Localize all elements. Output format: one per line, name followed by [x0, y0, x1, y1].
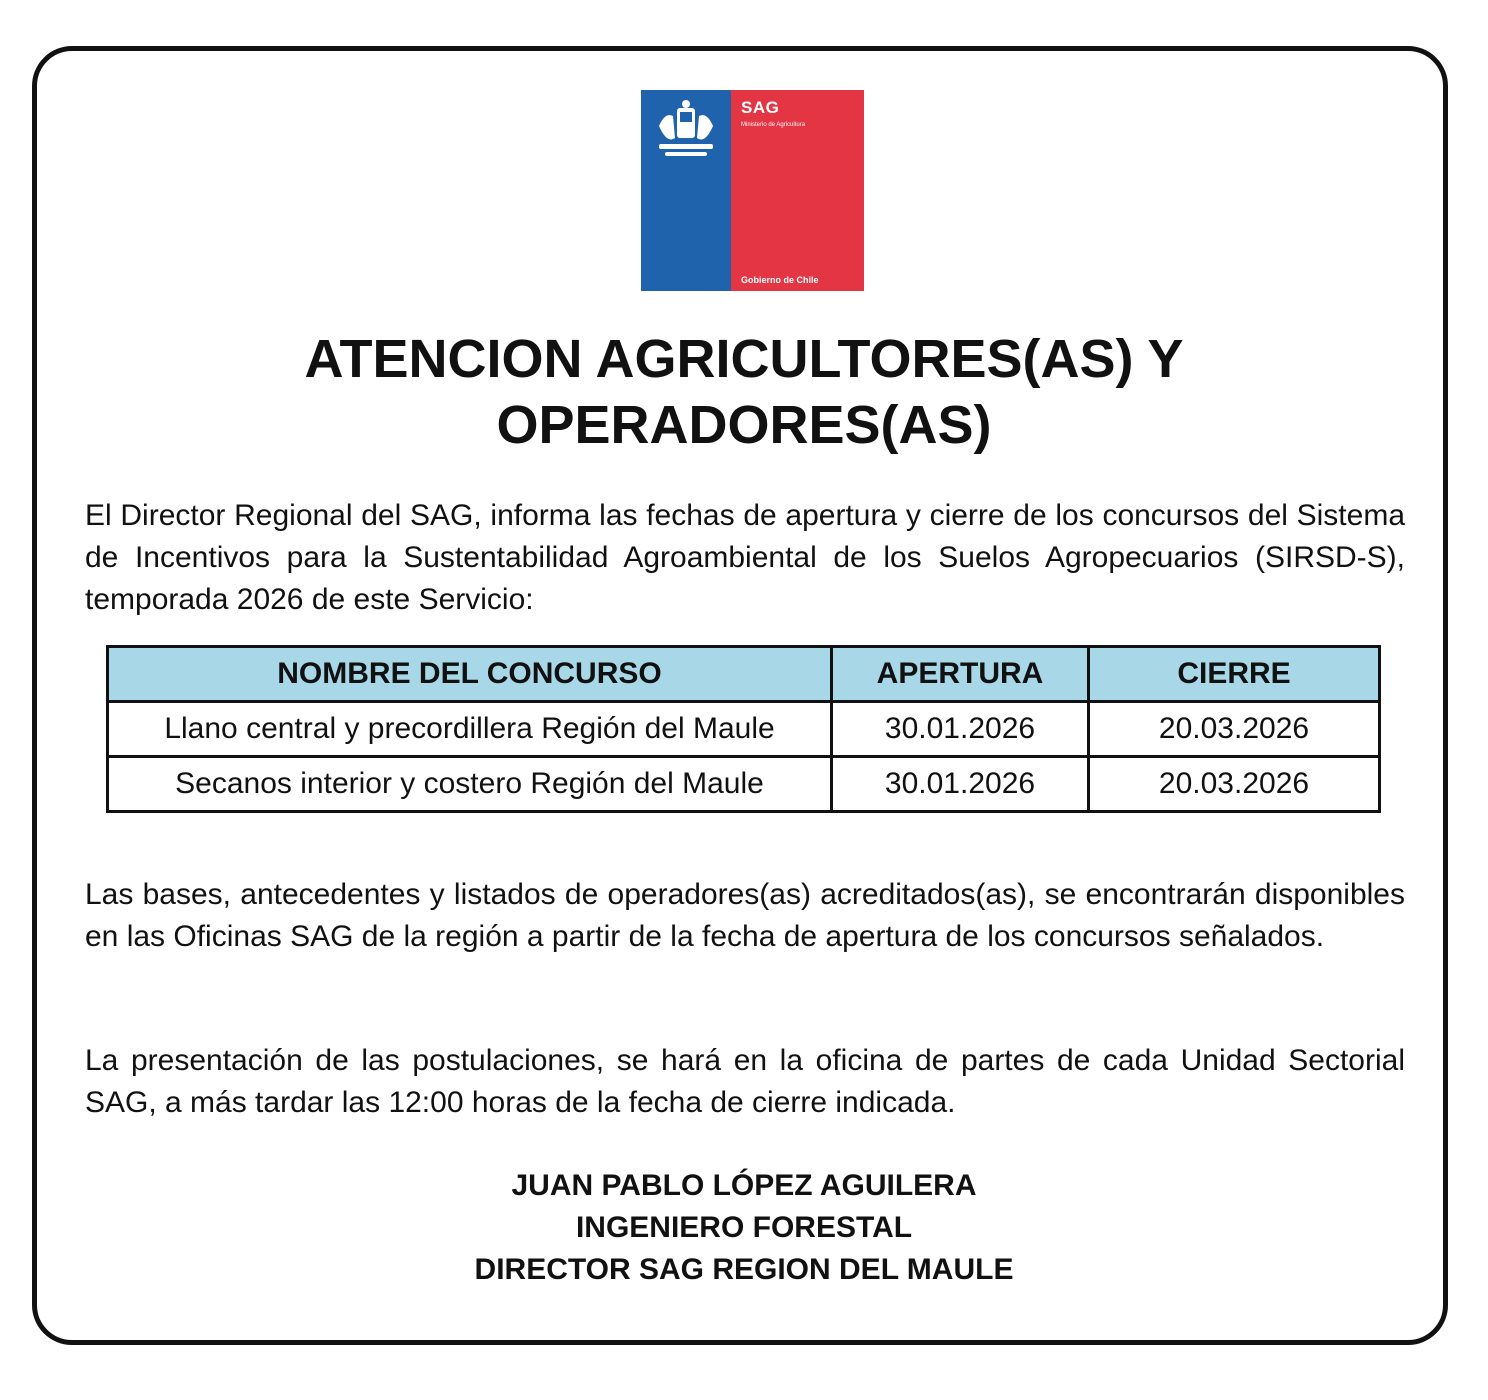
closing-date-cell: 20.03.2026	[1089, 757, 1380, 812]
signer-profession: INGENIERO FORESTAL	[575, 1211, 913, 1244]
sag-logo	[641, 90, 864, 291]
title-line-2: OPERADORES(AS)	[496, 395, 992, 455]
table-row	[108, 757, 1380, 812]
notice-title	[60, 326, 1428, 458]
contest-name-cell: Secanos interior y costero Región del Maule	[108, 757, 832, 812]
coat-of-arms-icon	[651, 100, 721, 162]
intro-paragraph: El Director Regional del SAG, informa las fechas de apertura y cierre de los concursos del Sistema de Incentivos para la Sustentabilidad Agroambiental de los Suelos Agropecuarios (SIRSD-S), temporada 2026 de este Servicio:	[85, 499, 1405, 616]
logo-red-panel	[731, 90, 864, 291]
closing-date-cell: 20.03.2026	[1089, 702, 1380, 757]
logo-government: Gobierno de Chile	[741, 275, 819, 285]
opening-date-cell: 30.01.2026	[832, 702, 1089, 757]
header-contest-name: NOMBRE DEL CONCURSO	[108, 647, 832, 702]
availability-paragraph: Las bases, antecedentes y listados de operadores(as) acreditados(as), se encontrarán disponibles en las Oficinas SAG de la región a partir de la fecha de apertura de los concursos señalados.	[85, 878, 1405, 953]
logo-brand: SAG	[741, 98, 780, 117]
header-closing: CIERRE	[1089, 647, 1380, 702]
logo-blue-panel	[641, 90, 731, 291]
submission-paragraph: La presentación de las postulaciones, se hará en la oficina de partes de cada Unidad Sectorial SAG, a más tardar las 12:00 horas de la fecha de cierre indicada.	[85, 1044, 1405, 1119]
title-line-1: ATENCION AGRICULTORES(AS) Y	[304, 329, 1184, 389]
header-opening: APERTURA	[832, 647, 1089, 702]
signer-position: DIRECTOR SAG REGION DEL MAULE	[474, 1253, 1014, 1286]
signer-name: JUAN PABLO LÓPEZ AGUILERA	[511, 1169, 977, 1202]
logo-ministry: Ministerio de Agricultura	[741, 122, 806, 128]
signature-block	[60, 1165, 1428, 1291]
table-row	[108, 702, 1380, 757]
contest-dates-table	[106, 645, 1381, 813]
contest-name-cell: Llano central y precordillera Región del Maule	[108, 702, 832, 757]
opening-date-cell: 30.01.2026	[832, 757, 1089, 812]
table-header-row	[108, 647, 1380, 702]
